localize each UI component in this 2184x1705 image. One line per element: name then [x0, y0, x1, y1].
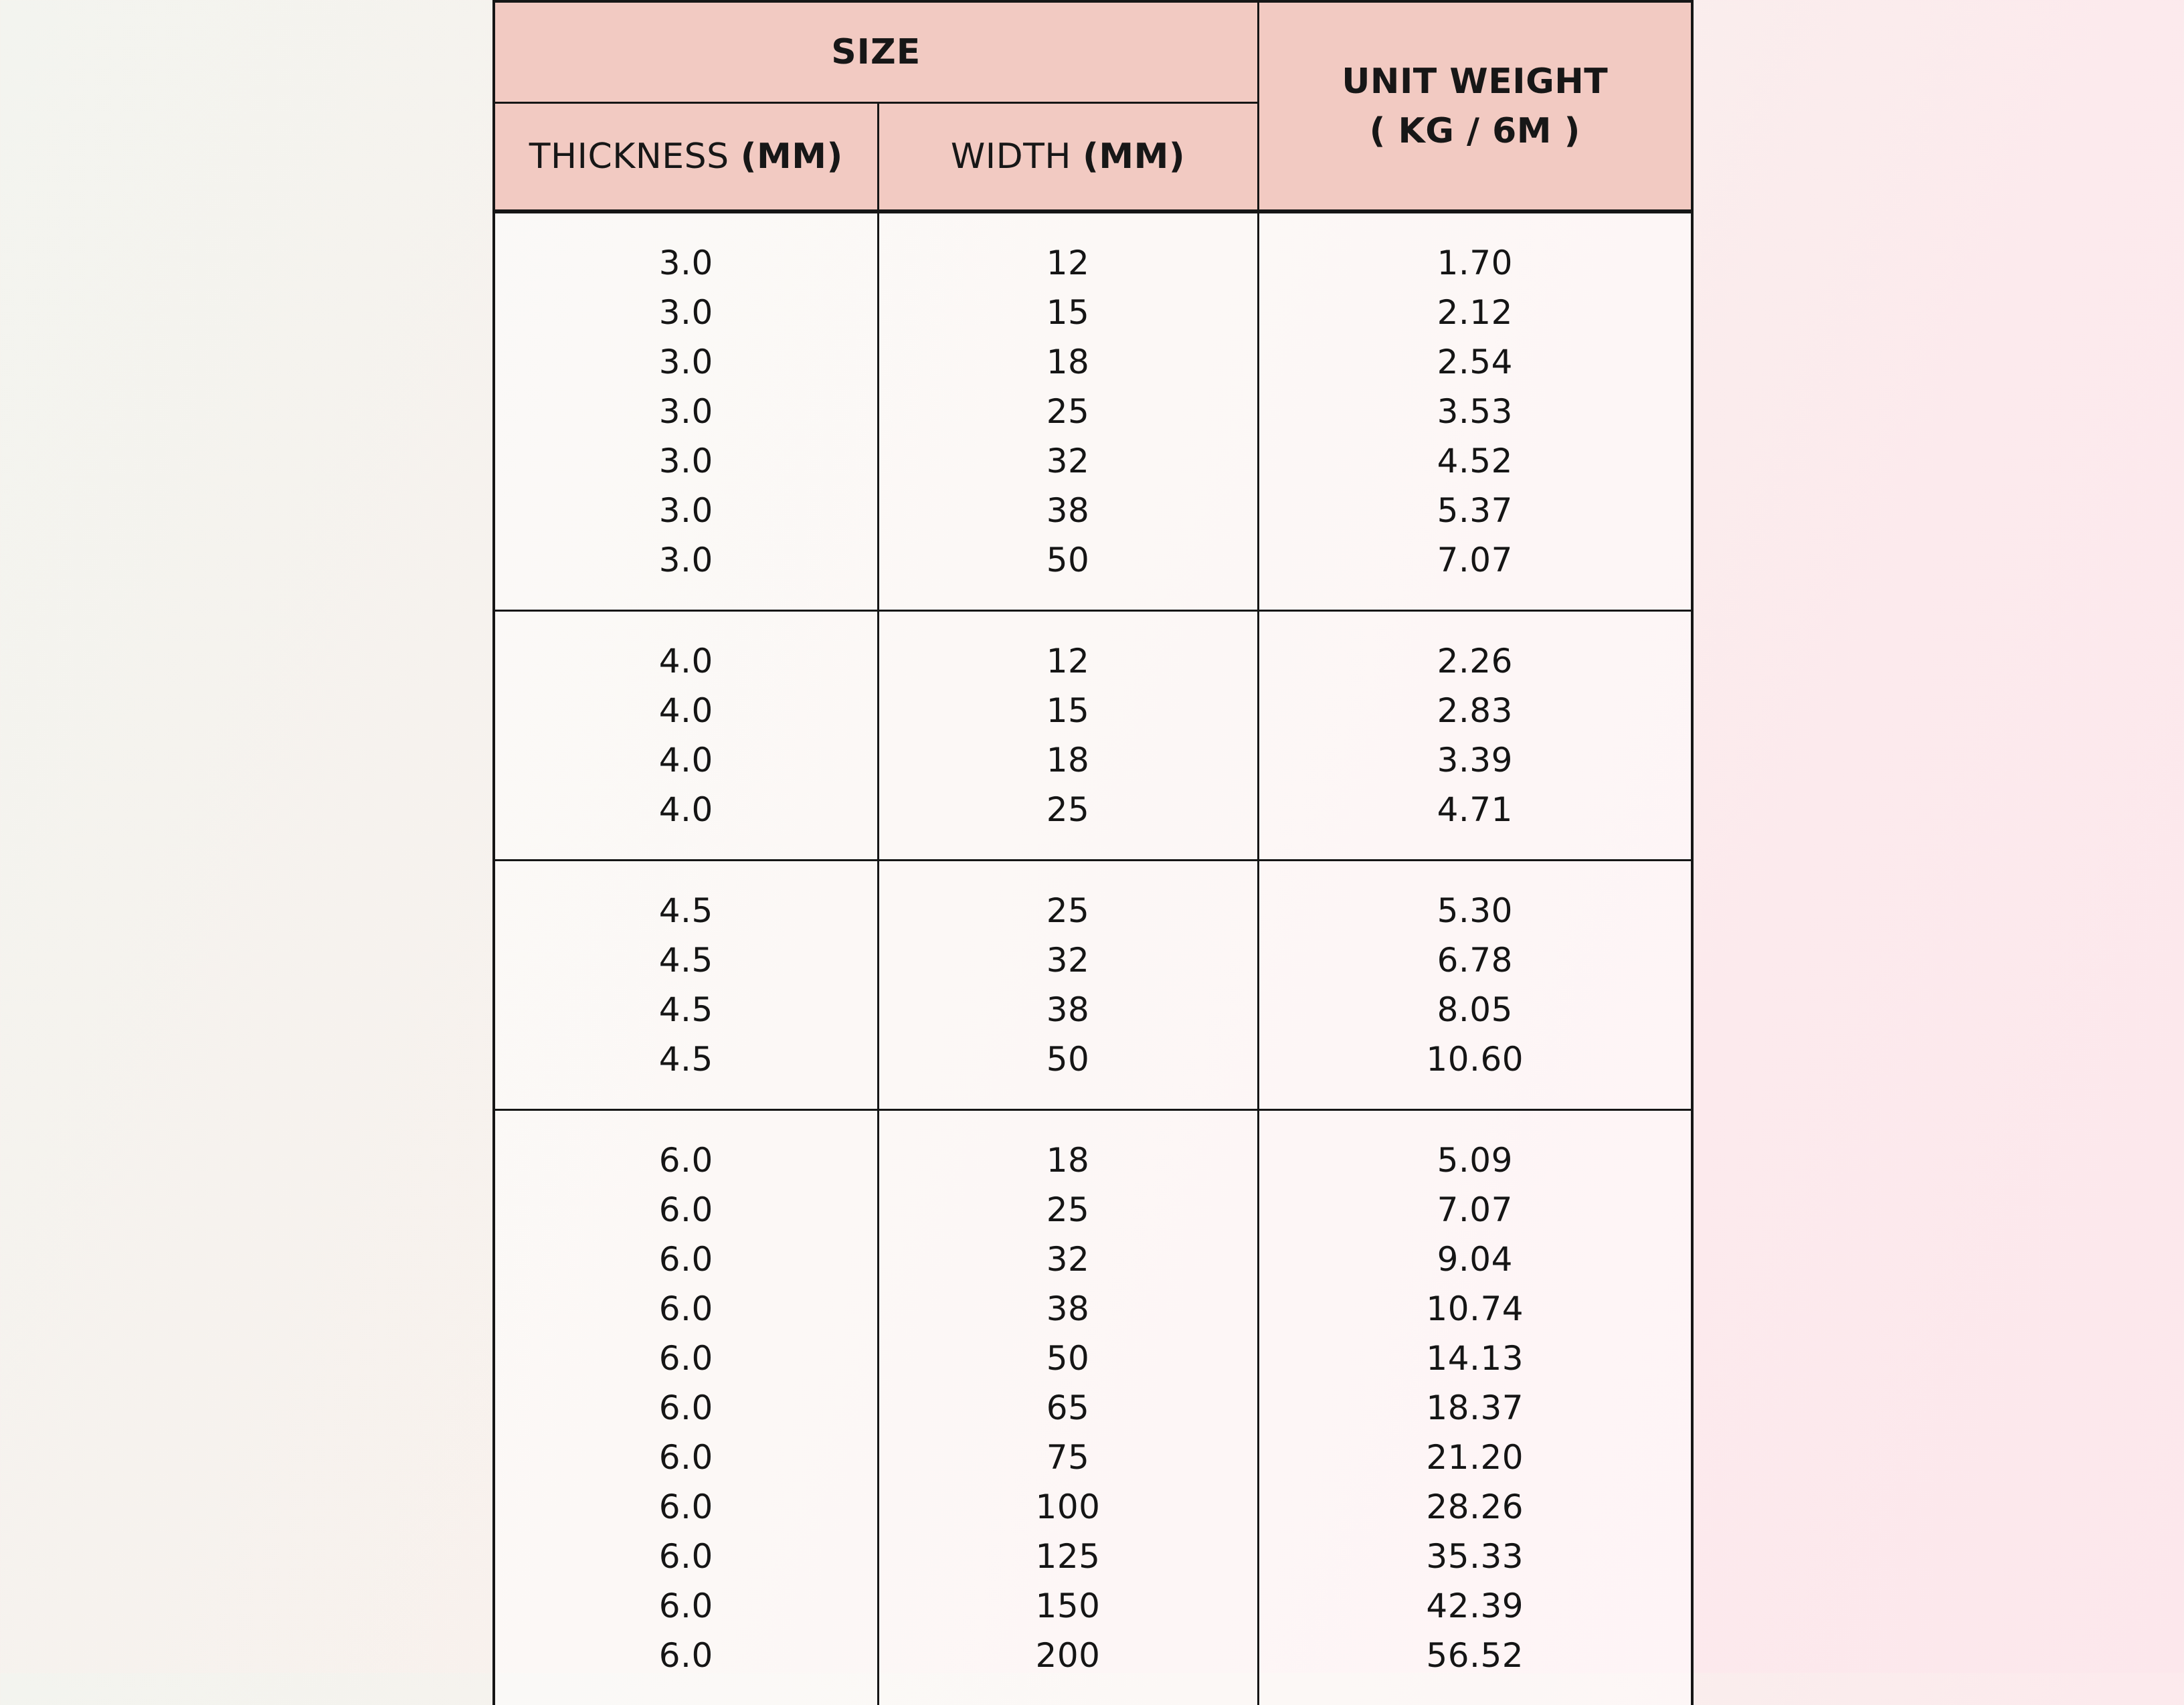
unit-weight-cell: 14.13 — [1258, 1334, 1692, 1383]
thickness-header-cell — [494, 103, 878, 212]
table-row — [494, 337, 1692, 387]
header-row-top — [494, 1, 1692, 103]
thickness-cell: 3.0 — [494, 288, 878, 337]
thickness-cell: 3.0 — [494, 436, 878, 486]
width-cell: 12 — [878, 611, 1258, 687]
unit-weight-cell: 2.12 — [1258, 288, 1692, 337]
width-cell: 32 — [878, 1235, 1258, 1284]
thickness-cell: 4.0 — [494, 686, 878, 735]
width-cell: 18 — [878, 1110, 1258, 1186]
width-cell: 65 — [878, 1383, 1258, 1433]
size-header-cell — [494, 1, 1258, 103]
table-row — [494, 288, 1692, 337]
width-header-label: WIDTH — [951, 137, 1071, 177]
thickness-cell: 4.0 — [494, 785, 878, 861]
width-cell: 32 — [878, 935, 1258, 985]
unit-weight-cell: 7.07 — [1258, 1185, 1692, 1235]
unit-weight-cell: 6.78 — [1258, 935, 1692, 985]
thickness-group — [494, 861, 1692, 1110]
table-row — [494, 1235, 1692, 1284]
thickness-cell: 3.0 — [494, 337, 878, 387]
unit-weight-unit-label: ( KG / 6M ) — [1259, 106, 1692, 156]
table-row — [494, 935, 1692, 985]
thickness-cell: 3.0 — [494, 387, 878, 436]
table-row — [494, 1035, 1692, 1110]
width-cell: 15 — [878, 288, 1258, 337]
thickness-cell: 6.0 — [494, 1185, 878, 1235]
unit-weight-cell: 4.52 — [1258, 436, 1692, 486]
unit-weight-cell: 7.07 — [1258, 535, 1692, 611]
unit-weight-cell: 3.39 — [1258, 735, 1692, 785]
width-cell: 50 — [878, 1035, 1258, 1110]
unit-weight-cell: 8.05 — [1258, 985, 1692, 1035]
table-row — [494, 1185, 1692, 1235]
thickness-cell: 4.0 — [494, 611, 878, 687]
thickness-group — [494, 1110, 1692, 1705]
unit-weight-cell: 10.74 — [1258, 1284, 1692, 1334]
table-row — [494, 486, 1692, 535]
table-row — [494, 1482, 1692, 1532]
unit-weight-cell: 5.37 — [1258, 486, 1692, 535]
thickness-cell: 3.0 — [494, 486, 878, 535]
unit-weight-cell: 2.83 — [1258, 686, 1692, 735]
thickness-cell: 6.0 — [494, 1334, 878, 1383]
thickness-cell: 6.0 — [494, 1581, 878, 1631]
width-cell: 50 — [878, 535, 1258, 611]
thickness-group — [494, 611, 1692, 861]
unit-weight-cell: 4.71 — [1258, 785, 1692, 861]
unit-weight-cell: 9.04 — [1258, 1235, 1692, 1284]
width-cell: 25 — [878, 861, 1258, 936]
table-row — [494, 611, 1692, 687]
width-cell: 25 — [878, 1185, 1258, 1235]
thickness-group — [494, 211, 1692, 611]
width-header-cell — [878, 103, 1258, 212]
unit-weight-header-cell — [1258, 1, 1692, 211]
table-row — [494, 1581, 1692, 1631]
thickness-cell: 6.0 — [494, 1482, 878, 1532]
width-cell: 25 — [878, 785, 1258, 861]
table-header — [494, 1, 1692, 211]
thickness-cell: 6.0 — [494, 1433, 878, 1482]
thickness-cell: 4.5 — [494, 935, 878, 985]
width-cell: 100 — [878, 1482, 1258, 1532]
thickness-cell: 4.5 — [494, 861, 878, 936]
unit-weight-cell: 3.53 — [1258, 387, 1692, 436]
thickness-cell: 6.0 — [494, 1532, 878, 1581]
table-row — [494, 735, 1692, 785]
table-row — [494, 211, 1692, 288]
width-unit-label: (MM) — [1083, 137, 1185, 177]
width-cell: 125 — [878, 1532, 1258, 1581]
table-row — [494, 1110, 1692, 1186]
unit-weight-cell: 1.70 — [1258, 211, 1692, 288]
unit-weight-cell: 2.26 — [1258, 611, 1692, 687]
unit-weight-cell: 2.54 — [1258, 337, 1692, 387]
table-row — [494, 387, 1692, 436]
thickness-cell: 4.5 — [494, 985, 878, 1035]
width-cell: 32 — [878, 436, 1258, 486]
thickness-cell: 6.0 — [494, 1235, 878, 1284]
width-cell: 38 — [878, 1284, 1258, 1334]
width-cell: 50 — [878, 1334, 1258, 1383]
thickness-cell: 6.0 — [494, 1110, 878, 1186]
width-cell: 18 — [878, 337, 1258, 387]
width-cell: 25 — [878, 387, 1258, 436]
thickness-cell: 6.0 — [494, 1631, 878, 1705]
width-cell: 12 — [878, 211, 1258, 288]
unit-weight-cell: 10.60 — [1258, 1035, 1692, 1110]
table-row — [494, 686, 1692, 735]
unit-weight-cell: 21.20 — [1258, 1433, 1692, 1482]
unit-weight-cell: 35.33 — [1258, 1532, 1692, 1581]
unit-weight-cell: 18.37 — [1258, 1383, 1692, 1433]
thickness-cell: 3.0 — [494, 535, 878, 611]
thickness-unit-label: (MM) — [741, 137, 843, 177]
unit-weight-cell: 5.09 — [1258, 1110, 1692, 1186]
table-row — [494, 861, 1692, 936]
table-row — [494, 1284, 1692, 1334]
table-row — [494, 535, 1692, 611]
thickness-cell: 4.0 — [494, 735, 878, 785]
width-cell: 15 — [878, 686, 1258, 735]
width-cell: 150 — [878, 1581, 1258, 1631]
thickness-cell: 6.0 — [494, 1284, 878, 1334]
table-row — [494, 1532, 1692, 1581]
unit-weight-cell: 42.39 — [1258, 1581, 1692, 1631]
size-weight-table — [492, 0, 1694, 1705]
table-row — [494, 985, 1692, 1035]
table-row — [494, 1631, 1692, 1705]
table-row — [494, 785, 1692, 861]
thickness-cell: 4.5 — [494, 1035, 878, 1110]
unit-weight-cell: 5.30 — [1258, 861, 1692, 936]
width-cell: 38 — [878, 486, 1258, 535]
unit-weight-cell: 56.52 — [1258, 1631, 1692, 1705]
width-cell: 38 — [878, 985, 1258, 1035]
thickness-header-label: THICKNESS — [529, 137, 729, 177]
table-row — [494, 436, 1692, 486]
width-cell: 18 — [878, 735, 1258, 785]
thickness-cell: 6.0 — [494, 1383, 878, 1433]
table-row — [494, 1433, 1692, 1482]
unit-weight-cell: 28.26 — [1258, 1482, 1692, 1532]
thickness-cell: 3.0 — [494, 211, 878, 288]
table-row — [494, 1383, 1692, 1433]
size-header-label: SIZE — [831, 32, 921, 72]
table-row — [494, 1334, 1692, 1383]
width-cell: 200 — [878, 1631, 1258, 1705]
width-cell: 75 — [878, 1433, 1258, 1482]
unit-weight-label: UNIT WEIGHT — [1259, 57, 1692, 106]
